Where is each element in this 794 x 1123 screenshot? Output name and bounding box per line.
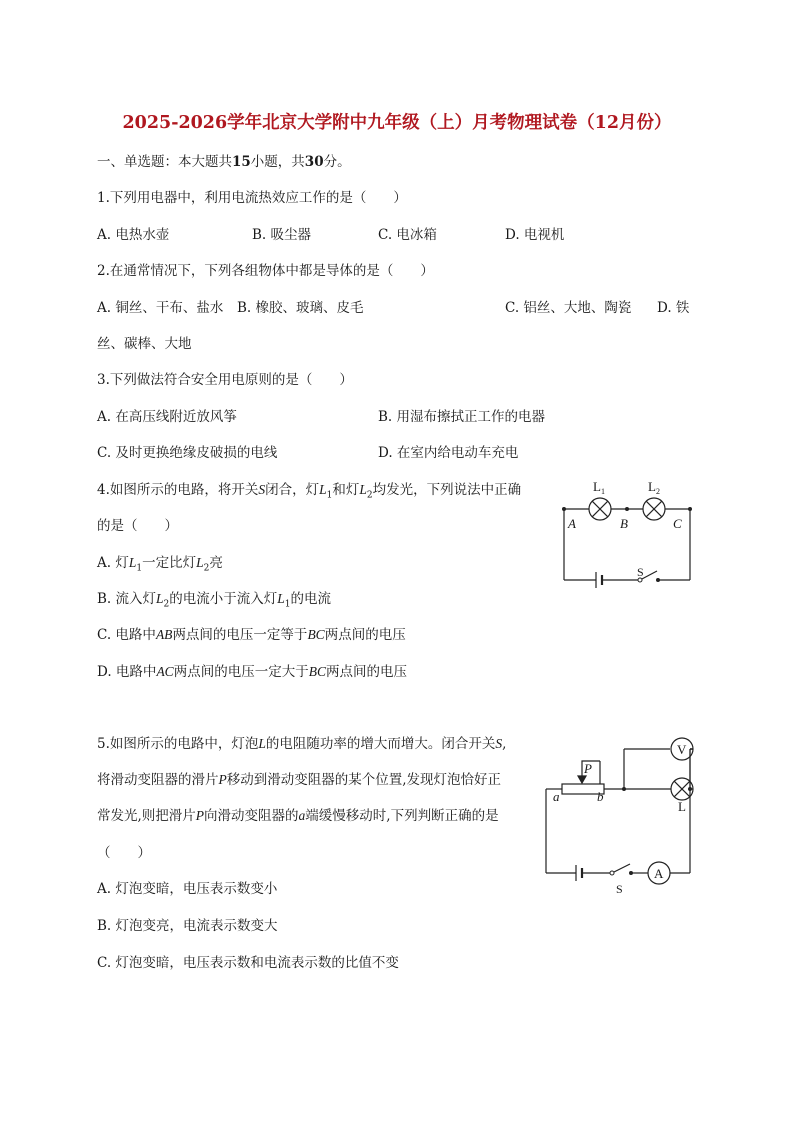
q4-option-c: C. 电路中AB两点间的电压一定等于BC两点间的电压 [97,627,406,643]
q4-option-a: A. 灯$L_1$一定比灯$L_2$亮 [97,555,223,574]
q3-option-d: D. 在室内给电动车充电 [378,445,519,461]
switch-label: S [637,565,644,579]
q1-option-d: D. 电视机 [505,227,565,243]
question-5-stem-line-2: 将滑动变阻器的滑片P移动到滑动变阻器的某个位置,发现灯泡恰好正 [97,772,502,788]
rheostat-b-label: b [597,789,604,804]
question-4-stem-cont: 的是（ ） [97,518,178,534]
question-5-stem-line-4: （ ） [97,845,151,861]
question-5-stem-line-3: 常发光,则把滑片P向滑动变阻器的a端缓慢移动时,下列判断正确的是 [97,808,499,824]
lamp-1-label: $L_1$ [593,479,605,496]
point-b-label: B [620,516,628,531]
lamp-2-label: $L_2$ [648,479,660,496]
voltmeter-label: V [677,742,687,757]
question-5-stem-line-1: 5.如图所示的电路中，灯泡L的电阻随功率的增大而增大。闭合开关S, [97,736,507,752]
q5-option-b: B. 灯泡变亮，电流表示数变大 [97,918,278,934]
q3-option-a: A. 在高压线附近放风筝 [97,409,237,425]
q4-option-d: D. 电路中AC两点间的电压一定大于BC两点间的电压 [97,664,407,680]
ammeter-label: A [654,866,664,881]
q3-option-b: B. 用湿布擦拭正工作的电器 [378,409,546,425]
question-2-stem: 2.在通常情况下，下列各组物体中都是导体的是（ ） [97,263,434,279]
q4-option-b: B. 流入灯$L_2$的电流小于流入灯$L_1$的电流 [97,591,332,610]
q1-option-b: B. 吸尘器 [252,227,312,243]
q5-circuit-diagram [540,735,700,897]
switch-s-label: S [616,882,623,896]
question-4-stem: 4.如图所示的电路，将开关S闭合，灯$L_1$和灯$L_2$均发光，下列说法中正确 [97,482,522,501]
section-heading: 一、单选题：本大题共15小题，共30分。 [97,154,351,170]
q2-option-d-wrap: 丝、碳棒、大地 [97,336,192,352]
q5-option-c: C. 灯泡变暗，电压表示数和电流表示数的比值不变 [97,955,399,971]
q2-option-c: C. 铝丝、大地、陶瓷 [505,300,632,316]
q1-option-c: C. 电冰箱 [378,227,437,243]
slider-p-label: P [584,761,592,776]
q2-option-a: A. 铜丝、干布、盐水 [97,300,224,316]
q1-option-a: A. 电热水壶 [97,227,170,243]
q3-option-c: C. 及时更换绝缘皮破损的电线 [97,445,278,461]
point-a-label: A [568,516,576,531]
q2-option-b: B. 橡胶、玻璃、皮毛 [237,300,364,316]
rheostat-a-label: a [553,789,560,804]
question-1-stem: 1.下列用电器中，利用电流热效应工作的是（ ） [97,190,407,206]
q5-option-a: A. 灯泡变暗，电压表示数变小 [97,881,278,897]
page-title: 2025-2026学年北京大学附中九年级（上）月考物理试卷（12月份） [122,113,672,133]
q4-circuit-diagram [555,474,700,590]
lamp-l-label: L [678,799,686,814]
point-c-label: C [673,516,682,531]
q2-option-d: D. 铁 [657,300,690,316]
question-3-stem: 3.下列做法符合安全用电原则的是（ ） [97,372,353,388]
